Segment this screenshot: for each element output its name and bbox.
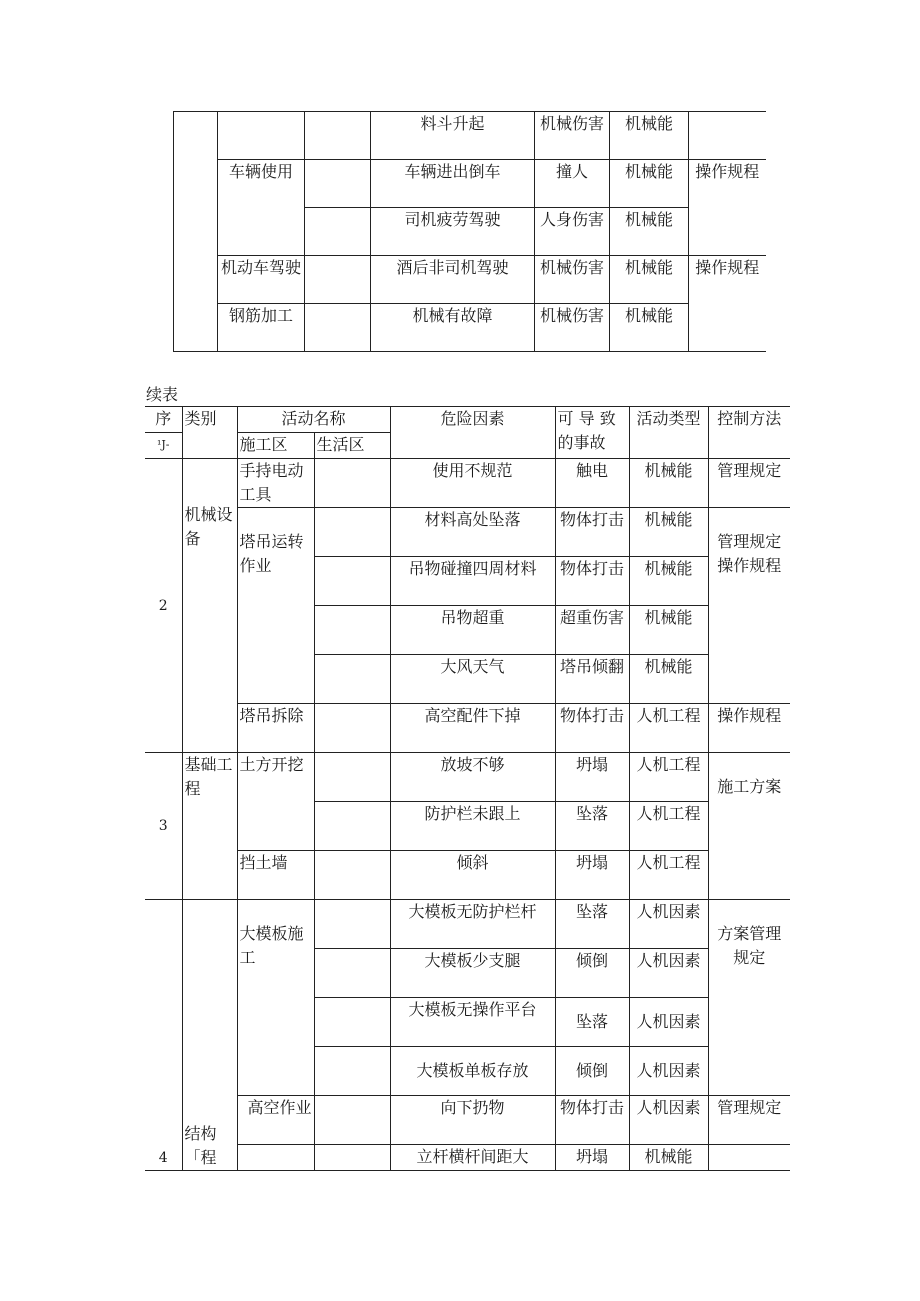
hazard-cell: 大模板单板存放 [390,1047,555,1096]
living-area-cell [314,655,390,704]
group-seq: 4 [145,900,182,1171]
control-cell [708,1145,790,1171]
header-hazard: 危险因素 [390,407,555,459]
activity-type-cell: 人机因素 [629,998,708,1047]
activity-cell: 塔吊拆除 [237,704,314,753]
activity-living-cell [305,304,371,352]
living-area-cell [314,557,390,606]
control-cell: 施工方案 [708,753,790,900]
group-category: 基础工程 [182,753,237,900]
accident-cell: 撞人 [535,160,610,208]
activity-type-cell: 机械能 [610,160,689,208]
activity-type-cell: 人机因素 [629,900,708,949]
activity-cell: 塔吊运转作业 [237,508,314,704]
header-category: 类别 [182,407,237,459]
activity-type-cell: 人机工程 [629,802,708,851]
accident-cell: 超重伤害 [555,606,629,655]
hazard-cell: 倾斜 [390,851,555,900]
header-living-area: 生活区 [314,433,390,459]
hazard-table-continued-top [173,111,766,352]
accident-cell: 物体打击 [555,557,629,606]
header-accident: 可 导 致的事故 [555,407,629,459]
activity-cell: 高空作业 [237,1096,314,1145]
header-activity-type: 活动类型 [629,407,708,459]
living-area-cell [314,900,390,949]
activity-type-cell: 机械能 [629,508,708,557]
accident-cell: 倾倒 [555,949,629,998]
living-area-cell [314,949,390,998]
living-area-cell [314,1047,390,1096]
activity-type-cell: 机械能 [629,1145,708,1171]
group-seq: 2 [145,459,182,753]
accident-cell: 触电 [555,459,629,508]
accident-cell: 机械伤害 [535,256,610,304]
control-cell: 管理规定 [708,459,790,508]
control-cell: 方案管理规定 [708,900,790,1096]
accident-cell: 物体打击 [555,508,629,557]
table-caption: 续表 [146,385,179,404]
header-activity-name: 活动名称 [237,407,390,433]
hazard-cell: 吊物超重 [390,606,555,655]
living-area-cell [314,459,390,508]
hazard-cell: 吊物碰撞四周材料 [390,557,555,606]
living-area-cell [314,1145,390,1171]
hazard-table-main [145,406,790,1171]
header-construction-area: 施工区 [237,433,314,459]
activity-living-cell [305,112,371,160]
living-area-cell [314,606,390,655]
hazard-cell: 酒后非司机驾驶 [371,256,535,304]
hazard-cell: 向下扔物 [390,1096,555,1145]
activity-type-cell: 机械能 [610,256,689,304]
accident-cell: 坠落 [555,998,629,1047]
category-cell [174,112,218,352]
accident-cell: 坠落 [555,900,629,949]
group-category: 机械设备 [182,459,237,753]
control-cell: 操作规程 [689,256,766,352]
hazard-cell: 料斗升起 [371,112,535,160]
activity-type-cell: 机械能 [610,304,689,352]
activity-type-cell: 机械能 [610,112,689,160]
accident-cell: 机械伤害 [535,112,610,160]
control-cell: 管理规定 [708,1096,790,1145]
living-area-cell [314,1096,390,1145]
control-cell [689,112,766,160]
activity-type-cell: 机械能 [629,606,708,655]
hazard-cell: 材料高处坠落 [390,508,555,557]
activity-type-cell: 机械能 [629,557,708,606]
activity-living-cell [305,208,371,256]
activity-type-cell: 人机工程 [629,753,708,802]
hazard-cell: 司机疲劳驾驶 [371,208,535,256]
accident-cell: 倾倒 [555,1047,629,1096]
living-area-cell [314,998,390,1047]
activity-cell: 土方开挖 [237,753,314,851]
activity-cell: 手持电动工具 [237,459,314,508]
living-area-cell [314,851,390,900]
activity-cell: 大模板施工 [237,900,314,1096]
activity-type-cell: 人机工程 [629,851,708,900]
group-seq: 3 [145,753,182,900]
accident-cell: 塔吊倾翻 [555,655,629,704]
hazard-cell: 防护栏未跟上 [390,802,555,851]
control-cell: 管理规定操作规程 [708,508,790,704]
accident-cell: 坠落 [555,802,629,851]
activity-cell: 挡土墙 [237,851,314,900]
control-cell: 操作规程 [708,704,790,753]
control-cell: 操作规程 [689,160,766,256]
accident-cell: 人身伤害 [535,208,610,256]
activity-type-cell: 机械能 [629,655,708,704]
activity-cell: 车辆使用 [218,160,305,256]
living-area-cell [314,704,390,753]
activity-cell: 机动车驾驶 [218,256,305,304]
hazard-cell: 放坡不够 [390,753,555,802]
hazard-cell: 立杆横杆间距大 [390,1145,555,1171]
accident-cell: 物体打击 [555,704,629,753]
activity-cell [218,112,305,160]
activity-type-cell: 人机因素 [629,949,708,998]
activity-living-cell [305,160,371,208]
activity-cell: 钢筋加工 [218,304,305,352]
hazard-cell: 大模板无操作平台 [390,998,555,1047]
accident-cell: 坍塌 [555,851,629,900]
hazard-cell: 使用不规范 [390,459,555,508]
activity-type-cell: 人机因素 [629,1096,708,1145]
hazard-cell: 机械有故障 [371,304,535,352]
activity-type-cell: 人机工程 [629,704,708,753]
living-area-cell [314,753,390,802]
header-seq-sub: ¹J- [145,433,182,459]
accident-cell: 机械伤害 [535,304,610,352]
accident-cell: 坍塌 [555,753,629,802]
activity-type-cell: 机械能 [629,459,708,508]
header-seq: 序 [145,407,182,433]
accident-cell: 物体打击 [555,1096,629,1145]
activity-type-cell: 机械能 [610,208,689,256]
hazard-cell: 大风天气 [390,655,555,704]
group-category: 结构「程 [182,900,237,1171]
activity-cell [237,1145,314,1171]
hazard-cell: 大模板少支腿 [390,949,555,998]
accident-cell: 坍塌 [555,1145,629,1171]
header-control: 控制方法 [708,407,790,459]
living-area-cell [314,508,390,557]
hazard-cell: 大模板无防护栏杆 [390,900,555,949]
living-area-cell [314,802,390,851]
hazard-cell: 高空配件下掉 [390,704,555,753]
activity-living-cell [305,256,371,304]
activity-type-cell: 人机因素 [629,1047,708,1096]
hazard-cell: 车辆进出倒车 [371,160,535,208]
